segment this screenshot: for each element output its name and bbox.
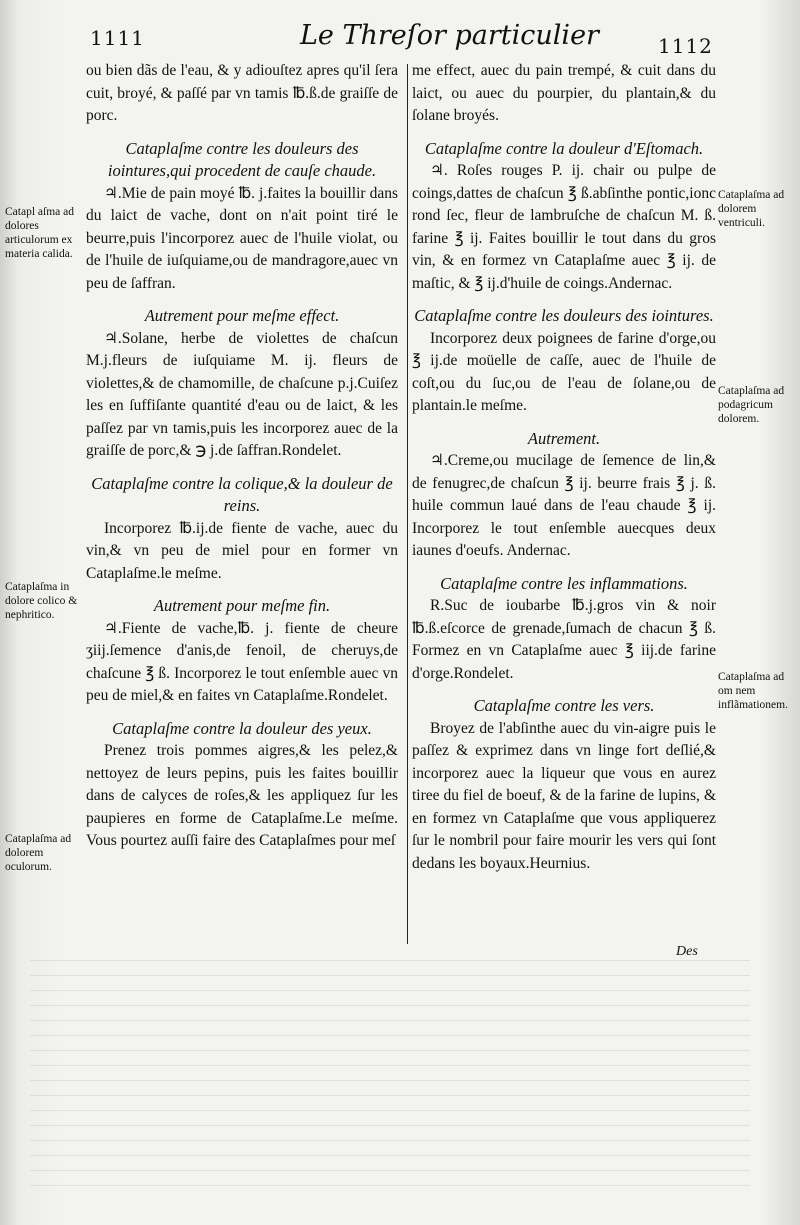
section-heading: Autrement pour meſme effect.: [144, 306, 340, 325]
margin-note-right-2: Cataplaſma ad podagricum dolorem.: [718, 385, 785, 425]
section-gap: [412, 295, 716, 305]
right-page-number: 1112: [658, 34, 713, 58]
section-gap: [86, 708, 398, 718]
section-gap: [86, 463, 398, 473]
margin-note-left-2: Cataplaſma in dolore colico & nephritico.: [5, 581, 78, 621]
body-paragraph: ♃.Solane, herbe de violettes de chaſcun M.j.fleurs de iuſquiame M. ij. fleurs de violettes,& de chamomille, de chaſcune p.j.Cuiſez les en ſuffiſante quantité d'eau ou de laict, & les paſſez par vn tamis,puis les incorporez auec de la graiſſe de porc,& ℈ j.de ſaffran.Rondelet.: [86, 329, 398, 459]
body-paragraph: ou bien dãs de l'eau, & y adiouſtez apres qu'il ſera cuit, broyé, & paſſé par vn tamis ℔.ß.de graiſſe de porc.: [86, 62, 398, 124]
section-gap: [412, 563, 716, 573]
margin-note-left-3: Cataplaſma ad dolorem oculorum.: [5, 833, 72, 873]
bleed-through-shadow: [30, 960, 750, 1200]
section-gap: [412, 128, 716, 138]
page-header: [0, 20, 800, 60]
section-gap: [86, 585, 398, 595]
body-paragraph: Incorporez deux poignees de farine d'orge,ou ℥ ij.de moüelle de caſſe, auec de l'huile de coſt,ou du ſuc,ou de l'eau de ſolane,ou de plantain.le meſme.: [412, 329, 716, 414]
left-page-number: 1111: [90, 26, 145, 50]
body-paragraph: Broyez de l'abſinthe auec du vin-aigre puis le paſſez & exprimez dans vn linge fort deſlié,& incorporez auec la liqueur que vous en aurez tiree du fiel de boeuf, & de la farine de lupins, & en formez vn Cataplaſme que vous appliquerez ſur le nombril pour faire mourir les vers qui ſont dedans les boyaux.Heurnius.: [412, 719, 716, 872]
right-column: [412, 60, 716, 875]
body-paragraph: ♃.Fiente de vache,℔. j. fiente de cheure ʒiij.ſemence d'anis,de fenoil, de cheruys,de chaſcune ℥ ß. Incorporez le tout enſemble auec vn peu de miel,& en faites vn Cataplaſme.Rondelet.: [86, 619, 398, 704]
section-gap: [412, 418, 716, 428]
margin-note-right-1: Cataplaſma ad dolorem ventriculi.: [718, 189, 785, 229]
body-paragraph: Prenez trois pommes aigres,& les pelez,& nettoyez de leurs pepins, puis les faites bouillir dans de calyces de roſes,& les appliquez ſur les paupieres en forme de Cataplaſme.Le meſme. Vous pourtez auſſi faire des Cataplaſmes pour meſ: [86, 742, 398, 849]
section-gap: [412, 685, 716, 695]
column-divider: [407, 64, 408, 944]
margin-note-left-1: Catapl aſma ad dolores articulorum ex materia calida.: [5, 206, 74, 260]
section-heading: Cataplaſme contre les vers.: [473, 696, 655, 715]
section-heading: Cataplaſme contre les douleurs des iointures,qui procedent de cauſe chaude.: [107, 138, 377, 180]
body-paragraph: Incorporez ℔.ij.de fiente de vache, auec du vin,& vn peu de miel pour en former vn Cataplaſme.le meſme.: [86, 519, 398, 582]
body-paragraph: R.Suc de ioubarbe ℔.j.gros vin & noir ℔.ß.eſcorce de grenade,ſumach de chacun ℥ ß. Formez en vn Cataplaſme auec ℥ iij.de farine d'orge.Rondelet.: [412, 597, 716, 682]
body-paragraph: me effect, auec du pain trempé, & cuit dans du laict, ou auec du pourpier, du plantain,& du ſolane broyés.: [412, 62, 716, 124]
body-paragraph: ♃.Mie de pain moyé ℔. j.faites la bouillir dans du laict de vache, dont on n'ait point tiré le beurre,puis l'incorporez auec de l'huile violat, ou de l'huile de iuſquiame,ou de mandragore,auec vn peu de ſaffran.: [86, 184, 398, 292]
running-title: Le Threſor particulier: [300, 20, 599, 51]
body-paragraph: ♃. Roſes rouges P. ij. chair ou pulpe de coings,dattes de chaſcun ℥ ß.abſinthe pontic,ionc rond ſec, fleur de lambruſche de chaſcun M. ß. farine ℥ ij. Faites bouillir le tout dans du gros vin, & en formez vn Cataplaſme auec ℥ ij. de maſtic, & ℥ ij.d'huile de coings.Andernac.: [412, 162, 716, 292]
body-paragraph: ♃.Creme,ou mucilage de ſemence de lin,& de fenugrec,de chaſcun ℥ ij. beurre frais ℥ j. ß. huile commun laué dans de l'eau chaude ℥ ij. Incorporez le tout enſemble auecques deux iaunes d'oeufs. Andernac.: [412, 452, 716, 559]
section-heading: Cataplaſme contre la douleur des yeux.: [112, 718, 372, 738]
catchword: Des: [676, 944, 698, 959]
left-column: [86, 60, 398, 853]
section-heading: Autrement.: [527, 428, 601, 448]
section-heading: Cataplaſme contre la douleur d'Eſtomach.: [424, 138, 704, 158]
section-heading: Cataplaſme contre la colique,& la douleur de reins.: [91, 473, 393, 515]
section-heading: Cataplaſme contre les douleurs des iointures.: [414, 306, 714, 325]
section-gap: [86, 295, 398, 305]
section-heading: Cataplaſme contre les inflammations.: [440, 573, 688, 593]
section-heading: Autrement pour meſme fin.: [153, 596, 331, 615]
margin-note-right-3: Cataplaſma ad om nem inflãmationem.: [718, 671, 788, 711]
section-gap: [86, 128, 398, 138]
